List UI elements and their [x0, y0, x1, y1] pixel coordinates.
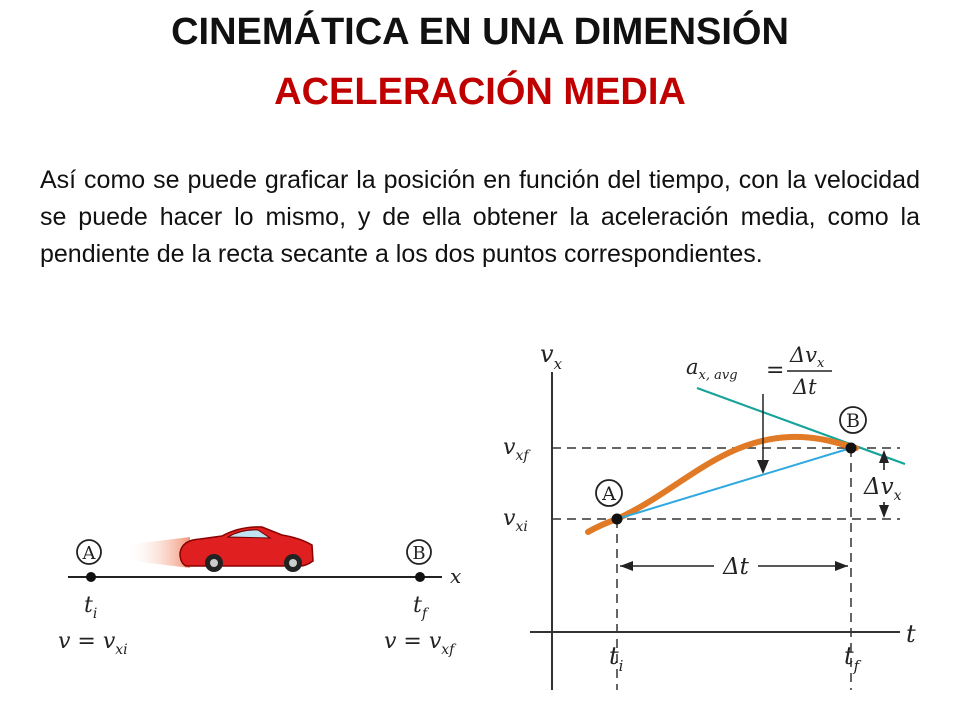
formula-equals: = [766, 358, 785, 383]
vxi-label: $v_{xi}$ [503, 506, 528, 535]
graph-y-axis-label: $v_x$ [540, 340, 563, 373]
graph-point-b-marker [840, 407, 866, 433]
slide-title: CINEMÁTICA EN UNA DIMENSIÓN [171, 11, 789, 53]
graph-point-b-label: B [846, 410, 860, 432]
ti-label: $t_i$ [609, 642, 624, 675]
velocity-curve [588, 437, 856, 532]
graph-point-a-dot [612, 514, 623, 525]
graph-x-axis-label: t [906, 620, 916, 648]
delta-t-label: Δt [723, 554, 749, 580]
velocity-time-graph [503, 340, 916, 690]
delta-v-arrow-bottom [879, 505, 889, 518]
formula-numerator: $\Delta v_x$ [790, 343, 825, 371]
formula-lhs: $a_{x, avg}$ [686, 355, 738, 383]
point-b-dot [415, 572, 425, 582]
delta-t-arrow-right [835, 561, 848, 571]
graph-point-a-label: A [602, 483, 616, 505]
point-a-label: A [82, 543, 96, 564]
car-figure [58, 527, 461, 658]
x-axis-label: x [450, 564, 462, 588]
body-paragraph: Así como se puede graficar la posición en función del tiempo, con la velocidad se puede hacer lo mismo, y de ella obtener la aceleración media, como la pendiente de la recta secante a los dos puntos correspondientes. [40, 166, 920, 268]
v-equals-vxi: $v = v_{xi}$ [58, 629, 128, 658]
delta-v-label: $\Delta v_x$ [864, 474, 902, 504]
point-b-label: B [412, 543, 426, 564]
point-b-marker [407, 540, 431, 564]
point-a-dot [86, 572, 96, 582]
t-f-label: $t_f$ [413, 593, 428, 622]
graph-point-a-marker [596, 480, 622, 506]
secant-line [617, 448, 851, 519]
delta-t-arrow-left [620, 561, 633, 571]
formula-denominator: Δt [793, 375, 817, 399]
tf-label: $t_f$ [844, 642, 860, 675]
car-icon [125, 527, 313, 572]
graph-point-b-dot [846, 443, 857, 454]
v-equals-vxf: $v = v_{xf}$ [384, 629, 455, 658]
slide-subtitle: ACELERACIÓN MEDIA [274, 71, 686, 113]
t-i-label: $t_i$ [84, 593, 98, 622]
vxf-label: $v_{xf}$ [503, 435, 529, 464]
point-a-marker [77, 540, 101, 564]
average-acceleration-formula [686, 343, 832, 399]
formula-pointer-arrowhead [757, 460, 769, 474]
